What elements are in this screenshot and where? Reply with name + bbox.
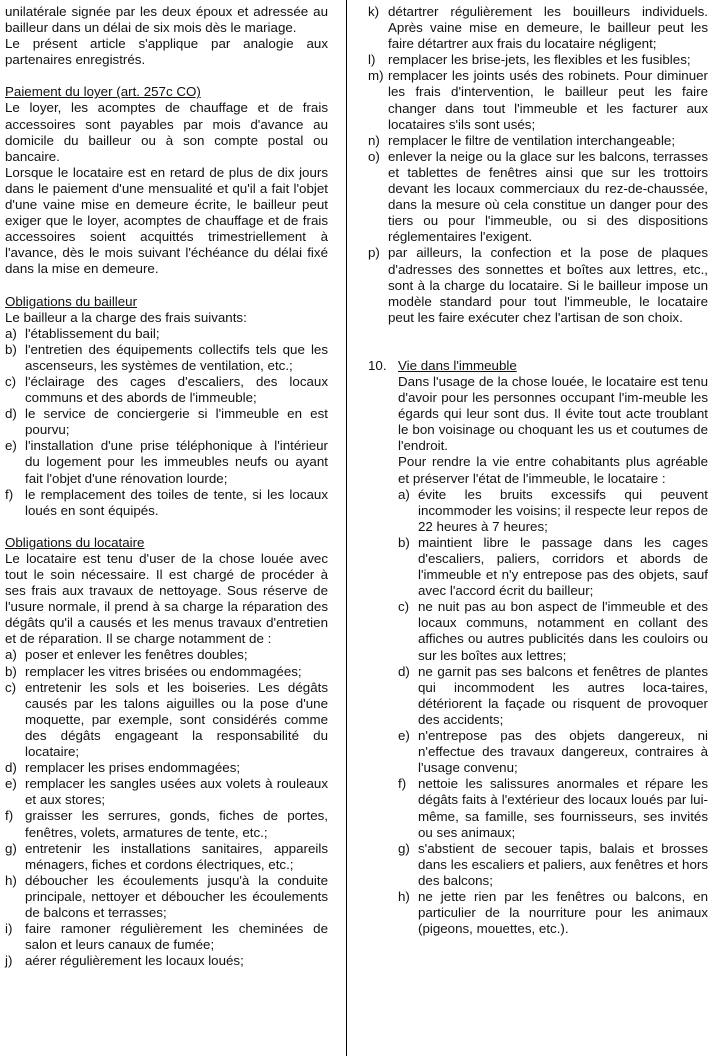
item-text: poser et enlever les fenêtres doubles; <box>25 647 248 663</box>
list-item <box>398 889 708 937</box>
list-item <box>5 921 328 953</box>
item-label: e) <box>398 728 410 744</box>
item-label: g) <box>5 840 17 856</box>
item-text: remplacer le filtre de ventilation interchangeable; <box>388 132 676 148</box>
list-item <box>368 68 708 132</box>
item-label: b) <box>5 663 17 679</box>
item-label: j) <box>5 953 13 969</box>
list-item <box>5 647 328 663</box>
item-label: c) <box>5 679 17 695</box>
item-text: remplacer les sangles usées aux volets à rouleaux et aux stores; <box>25 776 328 808</box>
item-text: ne garnit pas ses balcons et fenêtres de plantes qui incommodent les autres loca-taires, détériorent la façade ou risquent de provoquer des accidents; <box>418 663 708 727</box>
item-label: d) <box>5 406 17 422</box>
list-item <box>368 52 708 68</box>
list-item <box>5 406 328 438</box>
item-label: p) <box>368 245 380 261</box>
list-item <box>5 953 328 969</box>
list-item <box>398 487 708 535</box>
item-label: a) <box>5 647 17 663</box>
item-label: h) <box>398 888 410 904</box>
item-text: remplacer les brise-jets, les flexibles et les fusibles; <box>388 52 691 68</box>
list-item <box>5 808 328 840</box>
item-label: e) <box>5 776 17 792</box>
item-label: f) <box>5 486 14 502</box>
intro-paragraph-2: Le présent article s'applique par analogie aux partenaires enregistrés. <box>5 36 328 68</box>
item-text: entretenir les installations sanitaires, appareils ménagers, fiches et cordons électriques, etc.; <box>25 840 328 872</box>
item-text: graisser les serrures, gonds, fiches de portes, fenêtres, volets, armatures de tente, etc.; <box>25 808 328 840</box>
list-item <box>398 664 708 728</box>
section-number: 10. <box>368 357 387 373</box>
paiement-paragraph-2: Lorsque le locataire est en retard de plus de dix jours dans le paiement d'une mensualité et qu'il a fait l'objet d'une vaine mise en demeure écrite, le bailleur peut exiger que le loyer, acomptes de chauffage et de frais accessoires soient acquittés trimestriellement à l'avance, dès le mois suivant l'échéance du délai fixé dans la mise en demeure. <box>5 164 328 277</box>
item-label: m) <box>368 68 384 84</box>
list-item <box>368 149 708 246</box>
item-text: remplacer les vitres brisées ou endommagées; <box>25 663 302 679</box>
item-text: évite les bruits excessifs qui peuvent incommoder les voisins; il respecte leur repos de 22 heures à 7 heures; <box>418 486 708 534</box>
item-text: remplacer les prises endommagées; <box>25 760 241 776</box>
left-column <box>5 4 328 969</box>
item-label: f) <box>398 776 407 792</box>
bailleur-list <box>5 326 328 519</box>
list-item <box>398 841 708 889</box>
item-text: enlever la neige ou la glace sur les balcons, terrasses et tablettes de fenêtres ainsi que sur les trottoirs devant les locaux commerciaux du rez-de-chaussée, dans la mesure où cela constitue un danger pour des tiers ou pour l'immeuble, ou si des dispositions réglementaires l'exigent. <box>388 148 708 245</box>
item-text: nettoie les salissures anormales et répare les dégâts faits à l'extérieur des locaux loués par lui-même, sa famille, ses fournisseurs, ses invités ou ses animaux; <box>418 776 708 840</box>
item-text: n'entrepose pas des objets dangereux, ni n'effectue des travaux dangereux, contraires à l'usage convenu; <box>418 728 708 776</box>
section-10-body <box>398 374 708 937</box>
item-label: i) <box>5 921 13 937</box>
list-item <box>5 873 328 921</box>
item-text: l'éclairage des cages d'escaliers, des locaux communs et des abords de l'immeuble; <box>25 373 328 406</box>
item-label: c) <box>5 373 17 389</box>
list-item <box>368 133 708 149</box>
item-text: ne nuit pas au bon aspect de l'immeuble et des locaux communs, notamment en collant des affiches ou autres publicités dans les couloirs ou sur les boîtes aux lettres; <box>418 599 708 663</box>
item-label: l) <box>368 52 376 68</box>
item-label: g) <box>398 840 410 856</box>
list-item <box>5 680 328 760</box>
item-text: aérer régulièrement les locaux loués; <box>25 953 244 969</box>
item-text: maintient libre le passage dans les cages d'escaliers, paliers, corridors et abords de l'immeuble et n'y entrepose pas des objets, sauf avec l'accord écrit du bailleur; <box>418 534 708 599</box>
section-heading-vie-immeuble: Vie dans l'immeuble <box>398 357 517 373</box>
item-label: d) <box>398 663 410 679</box>
item-label: o) <box>368 148 380 164</box>
item-text: l'installation d'une prise téléphonique à l'intérieur du logement pour les immeubles neufs ou ayant fait l'objet d'une rénovation lourde; <box>25 438 328 486</box>
list-item <box>5 664 328 680</box>
list-item <box>5 487 328 519</box>
item-text: entretenir les sols et les boiseries. Les dégâts causés par les talons aiguilles ou la pose d'une moquette, par exemple, sont considérés comme des dégâts engageant la responsabilité du locataire; <box>25 679 328 760</box>
item-text: détartrer régulièrement les bouilleurs individuels. Après vaine mise en demeure, le bailleur peut les faire détartrer aux frais du locataire négligent; <box>388 4 708 52</box>
list-item <box>5 342 328 374</box>
list-item <box>398 535 708 599</box>
item-label: a) <box>398 486 410 502</box>
item-label: d) <box>5 760 17 776</box>
section-10-heading <box>368 358 708 374</box>
list-item <box>5 326 328 342</box>
item-label: c) <box>398 599 410 615</box>
list-item <box>398 728 708 776</box>
item-label: b) <box>5 341 17 357</box>
section-heading-obligations-locataire: Obligations du locataire <box>5 534 145 550</box>
item-label: k) <box>368 4 380 19</box>
section-heading-obligations-bailleur: Obligations du bailleur <box>5 293 138 309</box>
list-item <box>5 374 328 406</box>
list-item <box>398 599 708 663</box>
item-text: l'établissement du bail; <box>25 325 160 341</box>
list-item <box>5 841 328 873</box>
item-label: a) <box>5 325 17 341</box>
item-text: le remplacement des toiles de tente, si les locaux loués en sont équipés. <box>25 486 328 518</box>
locataire-list <box>5 647 328 969</box>
intro-paragraph-1: unilatérale signée par les deux époux et adressée au bailleur dans un délai de six mois dès le mariage. <box>5 4 328 36</box>
item-label: e) <box>5 438 17 454</box>
list-item <box>5 760 328 776</box>
vie-paragraph-1: Dans l'usage de la chose louée, le locataire est tenu d'avoir pour les personnes occupant l'im-meuble les égards qui leur sont dus. Il évite tout acte troublant le bon voisinage ou choquant les us et coutumes de l'endroit. <box>398 373 708 454</box>
item-text: par ailleurs, la confection et la pose de plaques d'adresses des sonnettes et boîtes aux lettres, etc., sont à la charge du locataire. Si le bailleur impose un modèle standard pour tout l'immeuble, le locataire peut les faire exécuter chez l'artisan de son choix. <box>388 245 708 325</box>
section-heading-paiement: Paiement du loyer (art. 257c CO) <box>5 84 201 100</box>
item-text: l'entretien des équipements collectifs tels que les ascenseurs, les systèmes de ventilation, etc.; <box>25 341 328 373</box>
item-text: déboucher les écoulements jusqu'à la conduite principale, nettoyer et déboucher les écoulements de balcons et terrasses; <box>25 872 328 920</box>
item-text: remplacer les joints usés des robinets. Pour diminuer les frais d'intervention, le bailleur peut les faire changer dans tout l'immeuble et les facturer aux locataires s'ils sont usés; <box>388 68 708 132</box>
item-text: ne jette rien par les fenêtres ou balcons, en particulier de la nourriture pour les animaux (pigeons, mouettes, etc.). <box>418 888 708 937</box>
vie-paragraph-2: Pour rendre la vie entre cohabitants plus agréable et préserver l'état de l'immeuble, le locataire : <box>398 454 708 486</box>
right-column <box>368 4 708 937</box>
locataire-intro: Le locataire est tenu d'user de la chose louée avec tout le soin nécessaire. Il est chargé de procéder à ses frais aux travaux de nettoyage. Sous réserve de l'usure normale, il prend à sa charge la réparation des dégâts qu'il a causés et les menus travaux d'entretien et de réparation. Il se charge notamment de : <box>5 550 328 647</box>
list-item <box>368 245 708 325</box>
list-item <box>398 776 708 840</box>
item-text: s'abstient de secouer tapis, balais et brosses dans les escaliers et paliers, aux fenêtres et hors des balcons; <box>418 840 708 888</box>
list-item <box>5 776 328 808</box>
item-label: h) <box>5 872 17 888</box>
item-label: b) <box>398 534 410 550</box>
column-divider <box>346 0 347 1056</box>
item-label: n) <box>368 132 380 148</box>
list-item <box>368 4 708 52</box>
list-item <box>5 438 328 486</box>
vie-list <box>398 487 708 938</box>
item-label: f) <box>5 808 14 824</box>
locataire-list-continued <box>368 4 708 326</box>
bailleur-intro: Le bailleur a la charge des frais suivants: <box>5 309 247 325</box>
item-text: le service de conciergerie si l'immeuble en est pourvu; <box>25 406 328 438</box>
item-text: faire ramoner régulièrement les cheminées de salon et leurs canaux de fumée; <box>25 921 328 953</box>
paiement-paragraph-1: Le loyer, les acomptes de chauffage et de frais accessoires sont payables par mois d'avance au domicile du bailleur ou à son compte postal ou bancaire. <box>5 100 328 164</box>
